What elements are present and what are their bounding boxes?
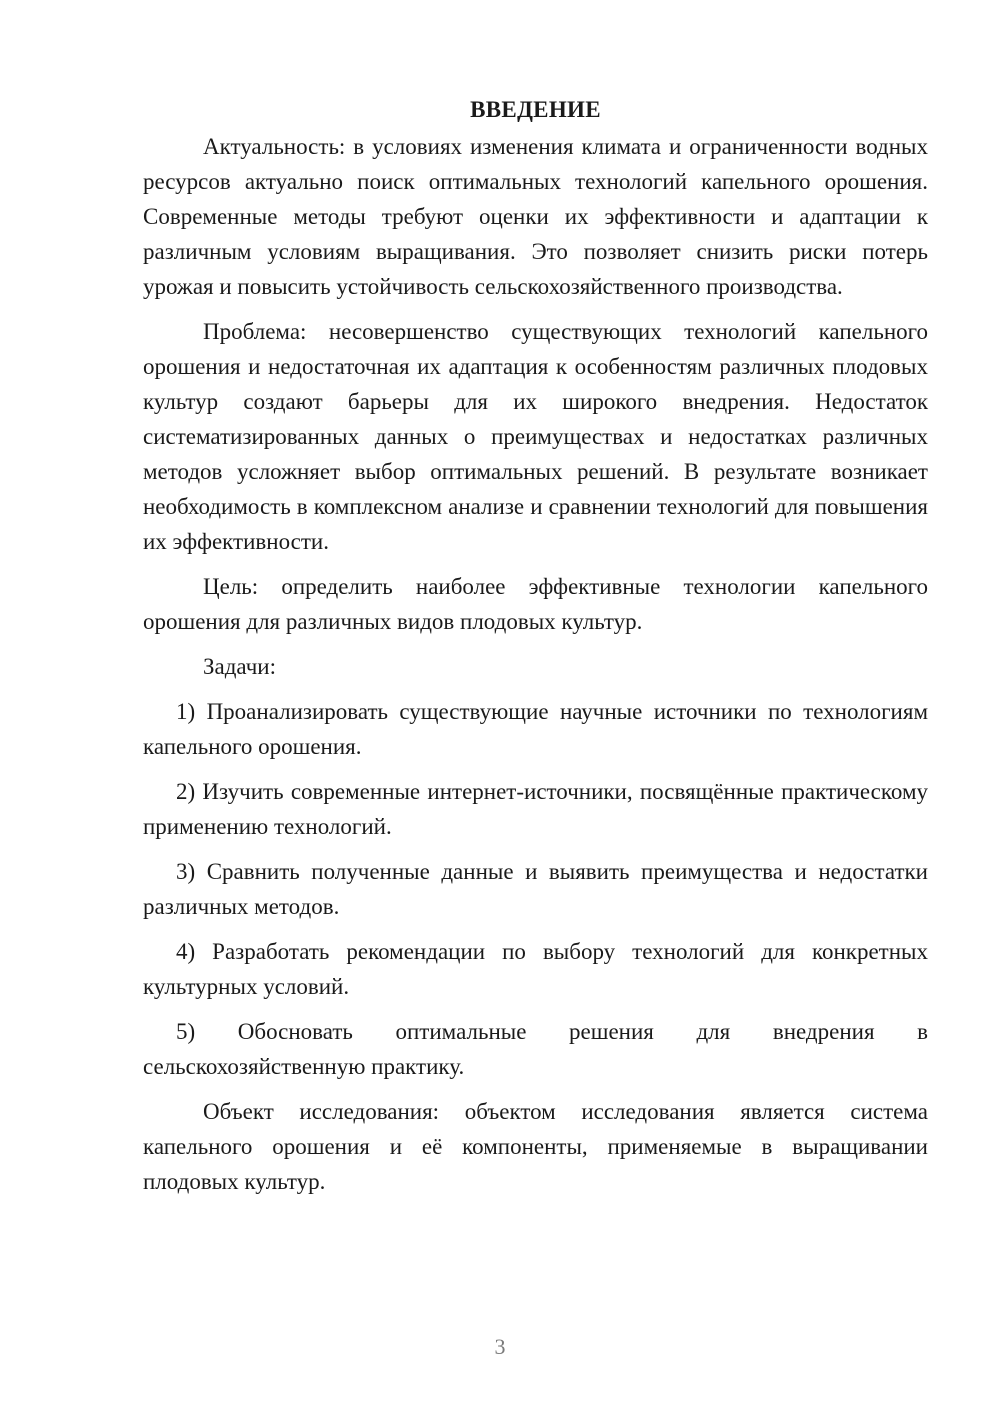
problem-paragraph: Проблема: несовершенство существующих технологий капельного орошения и недостаточная их адаптация к особенностям различных плодовых культур создают барьеры для их широкого внедрения. Недостаток систематизированных данных о преимуществах и недостатках различных методов усложняет выбор оптимальных решений. В результате возникает необходимость в комплексном анализе и сравнении технологий для повышения их эффективности. (143, 319, 928, 554)
goal-paragraph: Цель: определить наиболее эффективные технологии капельного орошения для различных видов плодовых культур. (143, 574, 928, 634)
relevance-paragraph: Актуальность: в условиях изменения климата и ограниченности водных ресурсов актуально поиск оптимальных технологий капельного орошения. Современные методы требуют оценки их эффективности и адаптации к различным условиям выращивания. Это позволяет снизить риски потерь урожая и повысить устойчивость сельскохозяйственного производства. (143, 134, 928, 299)
section-title: ВВЕДЕНИЕ (470, 97, 601, 122)
page-number: 3 (494, 1334, 506, 1359)
task-item-4: 4) Разработать рекомендации по выбору технологий для конкретных культурных условий. (143, 939, 928, 999)
task-item-1: 1) Проанализировать существующие научные источники по технологиям капельного орошения. (143, 699, 928, 759)
task-item-5: 5) Обосновать оптимальные решения для внедрения в сельскохозяйственную практику. (143, 1019, 928, 1079)
document-page (143, 92, 928, 1209)
task-item-3: 3) Сравнить полученные данные и выявить преимущества и недостатки различных методов. (143, 859, 928, 919)
tasks-label: Задачи: (203, 654, 276, 679)
object-paragraph: Объект исследования: объектом исследования является система капельного орошения и её компоненты, применяемые в выращивании плодовых культур. (143, 1099, 928, 1194)
task-item-2: 2) Изучить современные интернет-источники, посвящённые практическому применению технологий. (143, 779, 928, 839)
